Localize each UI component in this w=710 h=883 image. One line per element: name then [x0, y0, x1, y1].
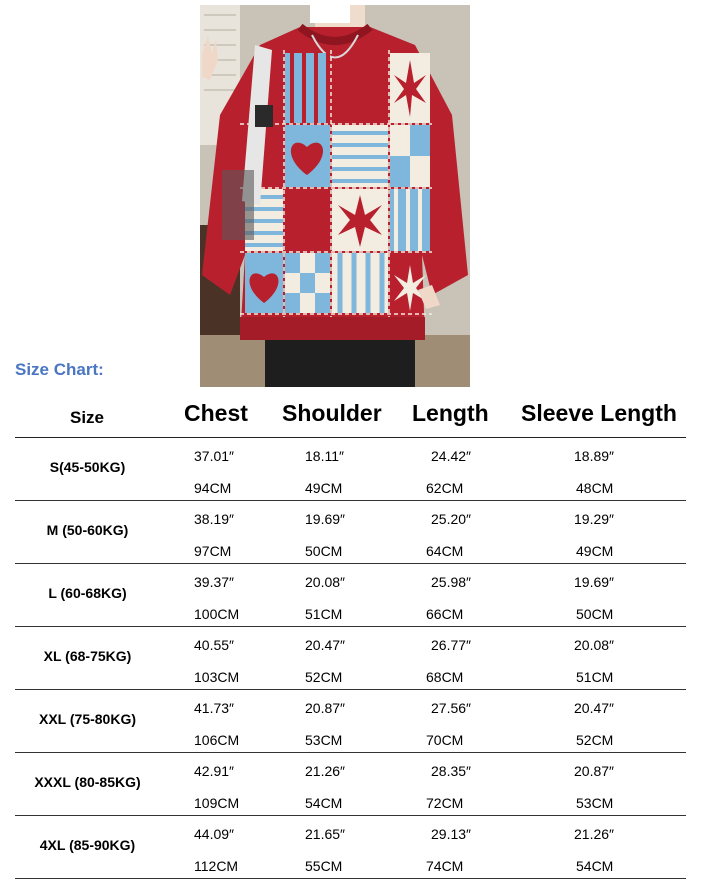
chest-inch-value: 42.91″ [194, 763, 234, 779]
length-inch-value: 24.42″ [431, 448, 471, 464]
shoulder-cm-value: 54CM [305, 795, 343, 811]
length-cm-value: 72CM [426, 795, 464, 811]
chest-cm-value: 103CM [194, 669, 240, 685]
sleeve-length-cm-value: 53CM [576, 795, 614, 811]
table-header [0, 400, 710, 438]
shoulder-inch-value: 18.11″ [305, 448, 344, 464]
sleeve-length-inch-value: 19.69″ [574, 574, 614, 590]
shoulder-inch-value: 21.65″ [305, 826, 345, 842]
column-header-shoulder: Shoulder [282, 400, 382, 426]
table-row [15, 501, 686, 564]
table-row [15, 438, 686, 501]
sleeve-length-inch-value: 20.87″ [574, 763, 614, 779]
shoulder-inch-value: 21.26″ [305, 763, 345, 779]
column-header-chest: Chest [184, 400, 248, 426]
product-photo [200, 5, 470, 387]
length-cm-value: 62CM [426, 480, 464, 496]
chest-cm-value: 106CM [194, 732, 240, 748]
chest-inch-value: 40.55″ [194, 637, 234, 653]
shoulder-cm-value: 52CM [305, 669, 343, 685]
size-label: XXL (75-80KG) [39, 711, 136, 727]
chest-inch-value: 38.19″ [194, 511, 234, 527]
size-label: S(45-50KG) [49, 459, 126, 475]
shoulder-cm-value: 49CM [305, 480, 343, 496]
chest-cm-value: 109CM [194, 795, 240, 811]
table-row [15, 627, 686, 690]
length-inch-value: 25.98″ [431, 574, 471, 590]
sleeve-length-inch-value: 20.08″ [574, 637, 614, 653]
length-inch-value: 29.13″ [431, 826, 471, 842]
length-inch-value: 28.35″ [431, 763, 471, 779]
shoulder-inch-value: 20.87″ [305, 700, 345, 716]
table-row [15, 690, 686, 753]
sleeve-length-cm-value: 49CM [576, 543, 614, 559]
table-row [15, 564, 686, 627]
length-cm-value: 68CM [426, 669, 464, 685]
shoulder-inch-value: 19.69″ [305, 511, 345, 527]
chest-cm-value: 112CM [194, 858, 239, 874]
table-row [15, 816, 686, 879]
column-header-size: Size [70, 408, 105, 427]
table-row [15, 753, 686, 816]
chest-inch-value: 44.09″ [194, 826, 234, 842]
size-chart-title: Size Chart: [15, 360, 104, 379]
shoulder-cm-value: 53CM [305, 732, 343, 748]
length-cm-value: 64CM [426, 543, 464, 559]
sleeve-length-inch-value: 21.26″ [574, 826, 614, 842]
chest-cm-value: 97CM [194, 543, 232, 559]
column-header-length: Length [412, 400, 489, 426]
sleeve-length-inch-value: 20.47″ [574, 700, 614, 716]
length-inch-value: 27.56″ [431, 700, 471, 716]
sleeve-length-inch-value: 18.89″ [574, 448, 614, 464]
sleeve-length-cm-value: 51CM [576, 669, 614, 685]
chest-inch-value: 39.37″ [194, 574, 234, 590]
size-label: XXXL (80-85KG) [34, 774, 141, 790]
shoulder-cm-value: 51CM [305, 606, 343, 622]
size-table-body [0, 438, 710, 879]
length-cm-value: 70CM [426, 732, 464, 748]
chest-inch-value: 37.01″ [194, 448, 234, 464]
sleeve-length-cm-value: 50CM [576, 606, 614, 622]
shoulder-inch-value: 20.47″ [305, 637, 345, 653]
size-label: XL (68-75KG) [43, 648, 132, 664]
chest-cm-value: 94CM [194, 480, 232, 496]
length-cm-value: 74CM [426, 858, 464, 874]
shoulder-cm-value: 50CM [305, 543, 343, 559]
chest-cm-value: 100CM [194, 606, 240, 622]
chest-inch-value: 41.73″ [194, 700, 234, 716]
length-inch-value: 26.77″ [431, 637, 471, 653]
shoulder-inch-value: 20.08″ [305, 574, 345, 590]
sweater-illustration [200, 5, 470, 387]
sleeve-length-cm-value: 52CM [576, 732, 614, 748]
length-cm-value: 66CM [426, 606, 464, 622]
length-inch-value: 25.20″ [431, 511, 471, 527]
shoulder-cm-value: 55CM [305, 858, 343, 874]
size-label: 4XL (85-90KG) [39, 837, 136, 853]
sleeve-length-cm-value: 54CM [576, 858, 614, 874]
column-header-sleeve-length: Sleeve Length [521, 400, 677, 426]
sleeve-length-cm-value: 48CM [576, 480, 614, 496]
sleeve-length-inch-value: 19.29″ [574, 511, 614, 527]
size-label: M (50-60KG) [46, 522, 129, 538]
size-label: L (60-68KG) [48, 585, 127, 601]
